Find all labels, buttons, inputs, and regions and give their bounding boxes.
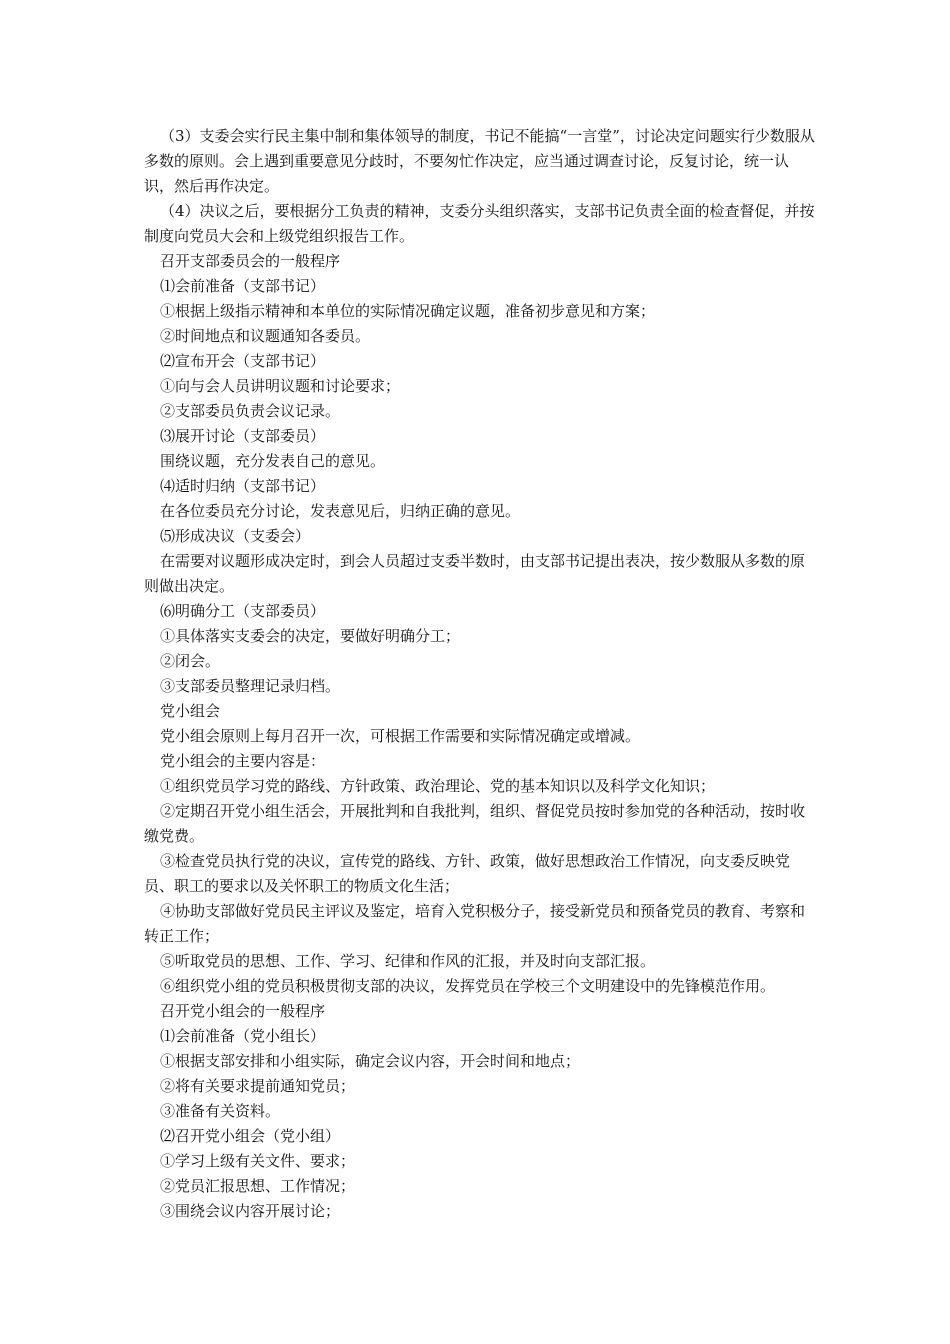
list-item: ④协助支部做好党员民主评议及鉴定，培育入党积极分子，接受新党员和预备党员的教育、考察和转正工作； <box>144 902 806 945</box>
list-item: ①组织党员学习党的路线、方针政策、政治理论、党的基本知识以及科学文化知识； <box>160 777 716 795</box>
paragraph: 党小组会原则上每月召开一次，可根据工作需要和实际情况确定或增减。 <box>160 727 641 745</box>
step-heading: ⑷适时归纳（支部书记） <box>160 477 326 495</box>
section-heading: 党小组会 <box>160 702 221 720</box>
list-item: ①向与会人员讲明议题和讨论要求； <box>160 377 401 395</box>
list-item: ②定期召开党小组生活会，开展批判和自我批判，组织、督促党员按时参加党的各种活动，按时收缴党费。 <box>144 802 806 845</box>
paragraph: 党小组会的主要内容是： <box>160 752 326 770</box>
list-item: ②支部委员负责会议记录。 <box>160 402 341 420</box>
section-heading: 召开党小组会的一般程序 <box>160 1002 326 1020</box>
list-item: ⑤听取党员的思想、工作、学习、纪律和作风的汇报，并及时向支部汇报。 <box>160 952 656 970</box>
list-item: ⑥组织党小组的党员积极贯彻支部的决议，发挥党员在学校三个文明建设中的先锋模范作用。 <box>160 977 776 995</box>
list-item: ③检查党员执行党的决议，宣传党的路线、方针、政策，做好思想政治工作情况，向支委反映党员、职工的要求以及关怀职工的物质文化生活； <box>144 852 791 895</box>
list-item: ②将有关要求提前通知党员； <box>160 1077 356 1095</box>
step-heading: ⑴会前准备（党小组长） <box>160 1027 326 1045</box>
step-heading: ⑵召开党小组会（党小组） <box>160 1127 341 1145</box>
step-heading: ⑵宣布开会（支部书记） <box>160 352 326 370</box>
paragraph: （4）决议之后，要根据分工负责的精神，支委分头组织落实，支部书记负责全面的检查督促，并按制度向党员大会和上级党组织报告工作。 <box>144 202 815 245</box>
list-item: ①具体落实支委会的决定，要做好明确分工； <box>160 627 461 645</box>
list-item: ③支部委员整理记录归档。 <box>160 677 341 695</box>
list-item: ①学习上级有关文件、要求； <box>160 1152 356 1170</box>
paragraph: 围绕议题，充分发表自己的意见。 <box>160 452 386 470</box>
section-heading: 召开支部委员会的一般程序 <box>160 252 341 270</box>
list-item: ②党员汇报思想、工作情况； <box>160 1177 356 1195</box>
paragraph: 在需要对议题形成决定时，到会人员超过支委半数时，由支部书记提出表决，按少数服从多数的原则做出决定。 <box>144 552 806 595</box>
list-item: ②闭会。 <box>160 652 221 670</box>
list-item: ①根据上级指示精神和本单位的实际情况确定议题，准备初步意见和方案； <box>160 302 656 320</box>
list-item: ③准备有关资料。 <box>160 1102 281 1120</box>
document-body <box>144 124 816 1224</box>
step-heading: ⑸形成决议（支委会） <box>160 527 311 545</box>
paragraph: 在各位委员充分讨论，发表意见后，归纳正确的意见。 <box>160 502 521 520</box>
step-heading: ⑶展开讨论（支部委员） <box>160 427 326 445</box>
step-heading: ⑹明确分工（支部委员） <box>160 602 326 620</box>
list-item: ②时间地点和议题通知各委员。 <box>160 327 371 345</box>
step-heading: ⑴会前准备（支部书记） <box>160 277 326 295</box>
list-item: ③围绕会议内容开展讨论； <box>160 1202 341 1220</box>
list-item: ①根据支部安排和小组实际，确定会议内容，开会时间和地点； <box>160 1052 581 1070</box>
paragraph: （3）支委会实行民主集中制和集体领导的制度，书记不能搞“一言堂”，讨论决定问题实行少数服从多数的原则。会上遇到重要意见分歧时，不要匆忙作决定，应当通过调查讨论，反复讨论，统一认识，然后再作决定。 <box>144 127 815 195</box>
